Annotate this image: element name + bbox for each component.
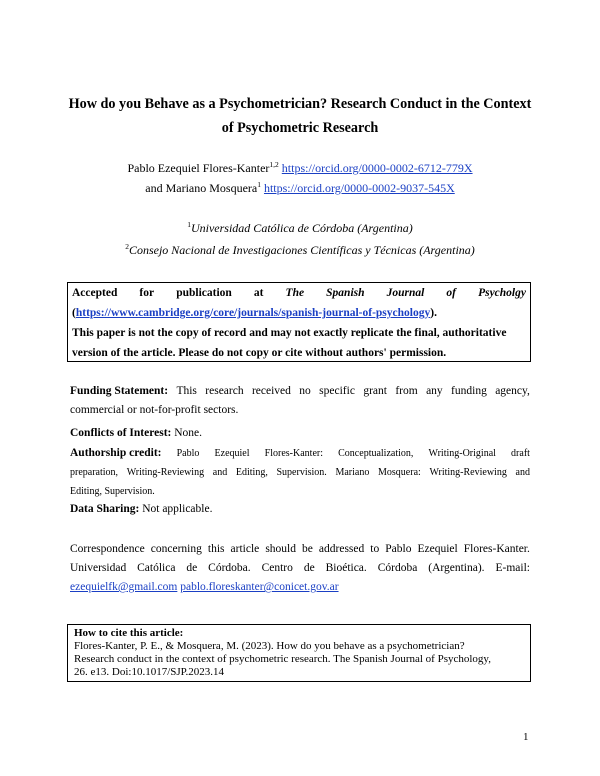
affiliation-line-2 <box>0 243 600 258</box>
author-line-2 <box>0 181 600 196</box>
journal-word: The <box>285 287 305 299</box>
correspondence-word: Córdoba. <box>208 562 251 574</box>
funding-statement <box>70 382 530 420</box>
journal-word: Psycholgy <box>478 287 526 299</box>
author-prefix: and <box>145 181 166 195</box>
authorship-label: Authorship credit: <box>70 447 162 459</box>
correspondence-line-2 <box>70 559 530 578</box>
notice-word: for <box>139 287 155 299</box>
correspondence-word: Córdoba <box>377 562 418 574</box>
email-link-2[interactable]: pablo.floreskanter@conicet.gov.ar <box>180 581 339 593</box>
authorship-line-2 <box>70 463 530 482</box>
journal-word: of <box>446 287 456 299</box>
email-link-1[interactable]: ezequielfk@gmail.com <box>70 581 178 593</box>
correspondence-line-1 <box>70 540 530 559</box>
authorship-word: and <box>515 467 530 478</box>
funding-word: research <box>205 385 244 397</box>
correspondence-word: Universidad <box>70 562 127 574</box>
affiliation-line-1 <box>0 221 600 236</box>
correspondence-word: (Argentina). <box>428 562 485 574</box>
funding-word: specific <box>319 385 355 397</box>
correspondence <box>70 540 530 597</box>
authorship-word: Pablo <box>176 448 200 459</box>
conflicts-line <box>70 424 530 443</box>
funding-word: from <box>395 385 418 397</box>
authorship-line-3: Editing, Supervision. <box>70 486 155 497</box>
data-sharing <box>70 500 530 519</box>
correspondence-word: de <box>303 562 315 574</box>
citation-line-2: Research conduct in the context of psychometric research. The Spanish Journal of Psychology, <box>74 653 491 665</box>
orcid-link[interactable]: https://orcid.org/0000-0002-6712-779X <box>281 161 473 175</box>
authorship-word: Mosquera: <box>378 467 421 478</box>
journal-word: Spanish <box>326 287 365 299</box>
funding-word: grant <box>363 385 387 397</box>
conflicts-of-interest <box>70 424 530 443</box>
funding-line-1 <box>70 382 530 401</box>
citation-heading: How to cite this article: <box>74 627 184 639</box>
conflicts-text: None. <box>174 427 203 439</box>
orcid-link[interactable]: https://orcid.org/0000-0002-9037-545X <box>263 181 455 195</box>
author-name: Mariano Mosquera <box>165 181 258 195</box>
authorship-word: preparation, <box>70 467 119 478</box>
authorship-word: Supervision. <box>276 467 327 478</box>
authorship-word: Writing-Reviewing <box>429 467 507 478</box>
correspondence-word: Bioética. <box>325 562 367 574</box>
correspondence-word: Ezequiel <box>417 543 458 555</box>
data-sharing-line <box>70 500 530 519</box>
notice-word: at <box>253 287 264 299</box>
funding-word: agency, <box>495 385 530 397</box>
url-open-paren: ( <box>72 307 76 319</box>
authorship-word: Editing, <box>235 467 268 478</box>
journal-url-link[interactable]: https://www.cambridge.org/core/journals/spanish-journal-of-psychology <box>75 307 431 319</box>
funding-word: received <box>251 385 291 397</box>
title-line-1: How do you Behave as a Psychometrician? Research Conduct in the Context <box>68 96 532 112</box>
affiliation-text: Consejo Nacional de Investigaciones Científicas y Técnicas (Argentina) <box>128 243 475 257</box>
affiliation-text: Universidad Católica de Córdoba (Argentina) <box>190 221 413 235</box>
affiliation-sup: 2 <box>125 242 129 251</box>
correspondence-word: to <box>370 543 380 555</box>
funding-word: any <box>426 385 443 397</box>
authorship-word: Writing-Original <box>428 448 496 459</box>
notice-line-2 <box>72 303 526 323</box>
authorship-word: Writing-Reviewing <box>126 467 205 478</box>
notice-line-3: This paper is not the copy of record and may not exactly replicate the final, authoritative <box>72 327 507 339</box>
journal-word: Journal <box>386 287 425 299</box>
affiliation-sup: 1 <box>187 220 191 229</box>
paper-title <box>60 92 540 140</box>
notice-line-1 <box>72 283 526 303</box>
url-close-paren: ). <box>430 307 437 319</box>
publication-notice-box <box>67 282 531 362</box>
correspondence-word: Católica <box>137 562 176 574</box>
data-sharing-label: Data Sharing: <box>70 503 140 515</box>
citation-line-1: Flores-Kanter, P. E., & Mosquera, M. (2023). How do you behave as a psychometrician? <box>74 640 465 652</box>
author-affiliation-sup: 1,2 <box>269 160 279 169</box>
correspondence-word: Centro <box>261 562 293 574</box>
funding-word: funding <box>451 385 487 397</box>
correspondence-word: article <box>230 543 260 555</box>
funding-line-2: commercial or not-for-profit sectors. <box>70 404 239 416</box>
correspondence-word: should <box>265 543 296 555</box>
correspondence-word: Pablo <box>385 543 412 555</box>
author-name: Pablo Ezequiel Flores-Kanter <box>127 161 270 175</box>
correspondence-word: this <box>207 543 225 555</box>
authorship-word: Conceptualization, <box>338 448 414 459</box>
funding-label: Funding Statement: <box>70 385 169 397</box>
funding-word: This <box>176 385 197 397</box>
author-affiliation-sup: 1 <box>257 180 261 189</box>
data-sharing-text: Not applicable. <box>142 503 213 515</box>
author-line-1 <box>0 161 600 176</box>
correspondence-word: Correspondence <box>70 543 145 555</box>
notice-line-4: version of the article. Please do not copy or cite without authors' permission. <box>72 347 447 359</box>
notice-word: publication <box>176 287 232 299</box>
authorship-word: and <box>212 467 228 478</box>
title-line-2: of Psychometric Research <box>221 120 379 136</box>
funding-word: no <box>299 385 311 397</box>
page-number: 1 <box>523 731 529 743</box>
correspondence-word: addressed <box>318 543 365 555</box>
correspondence-word: Flores-Kanter. <box>463 543 530 555</box>
correspondence-line-3 <box>70 578 530 597</box>
correspondence-word: E-mail: <box>495 562 530 574</box>
authorship-word: Ezequiel <box>214 448 250 459</box>
correspondence-word: de <box>186 562 198 574</box>
authorship-word: Flores-Kanter: <box>264 448 323 459</box>
authorship-word: draft <box>511 448 530 459</box>
authorship-line-1 <box>70 444 530 463</box>
correspondence-word: concerning <box>150 543 202 555</box>
citation-box <box>67 624 531 682</box>
authorship-credit <box>70 444 530 501</box>
citation-line-3: 26. e13. Doi:10.1017/SJP.2023.14 <box>74 666 225 678</box>
authorship-word: Mariano <box>335 467 370 478</box>
notice-word: Accepted <box>72 287 118 299</box>
correspondence-word: be <box>302 543 313 555</box>
conflicts-label: Conflicts of Interest: <box>70 427 172 439</box>
